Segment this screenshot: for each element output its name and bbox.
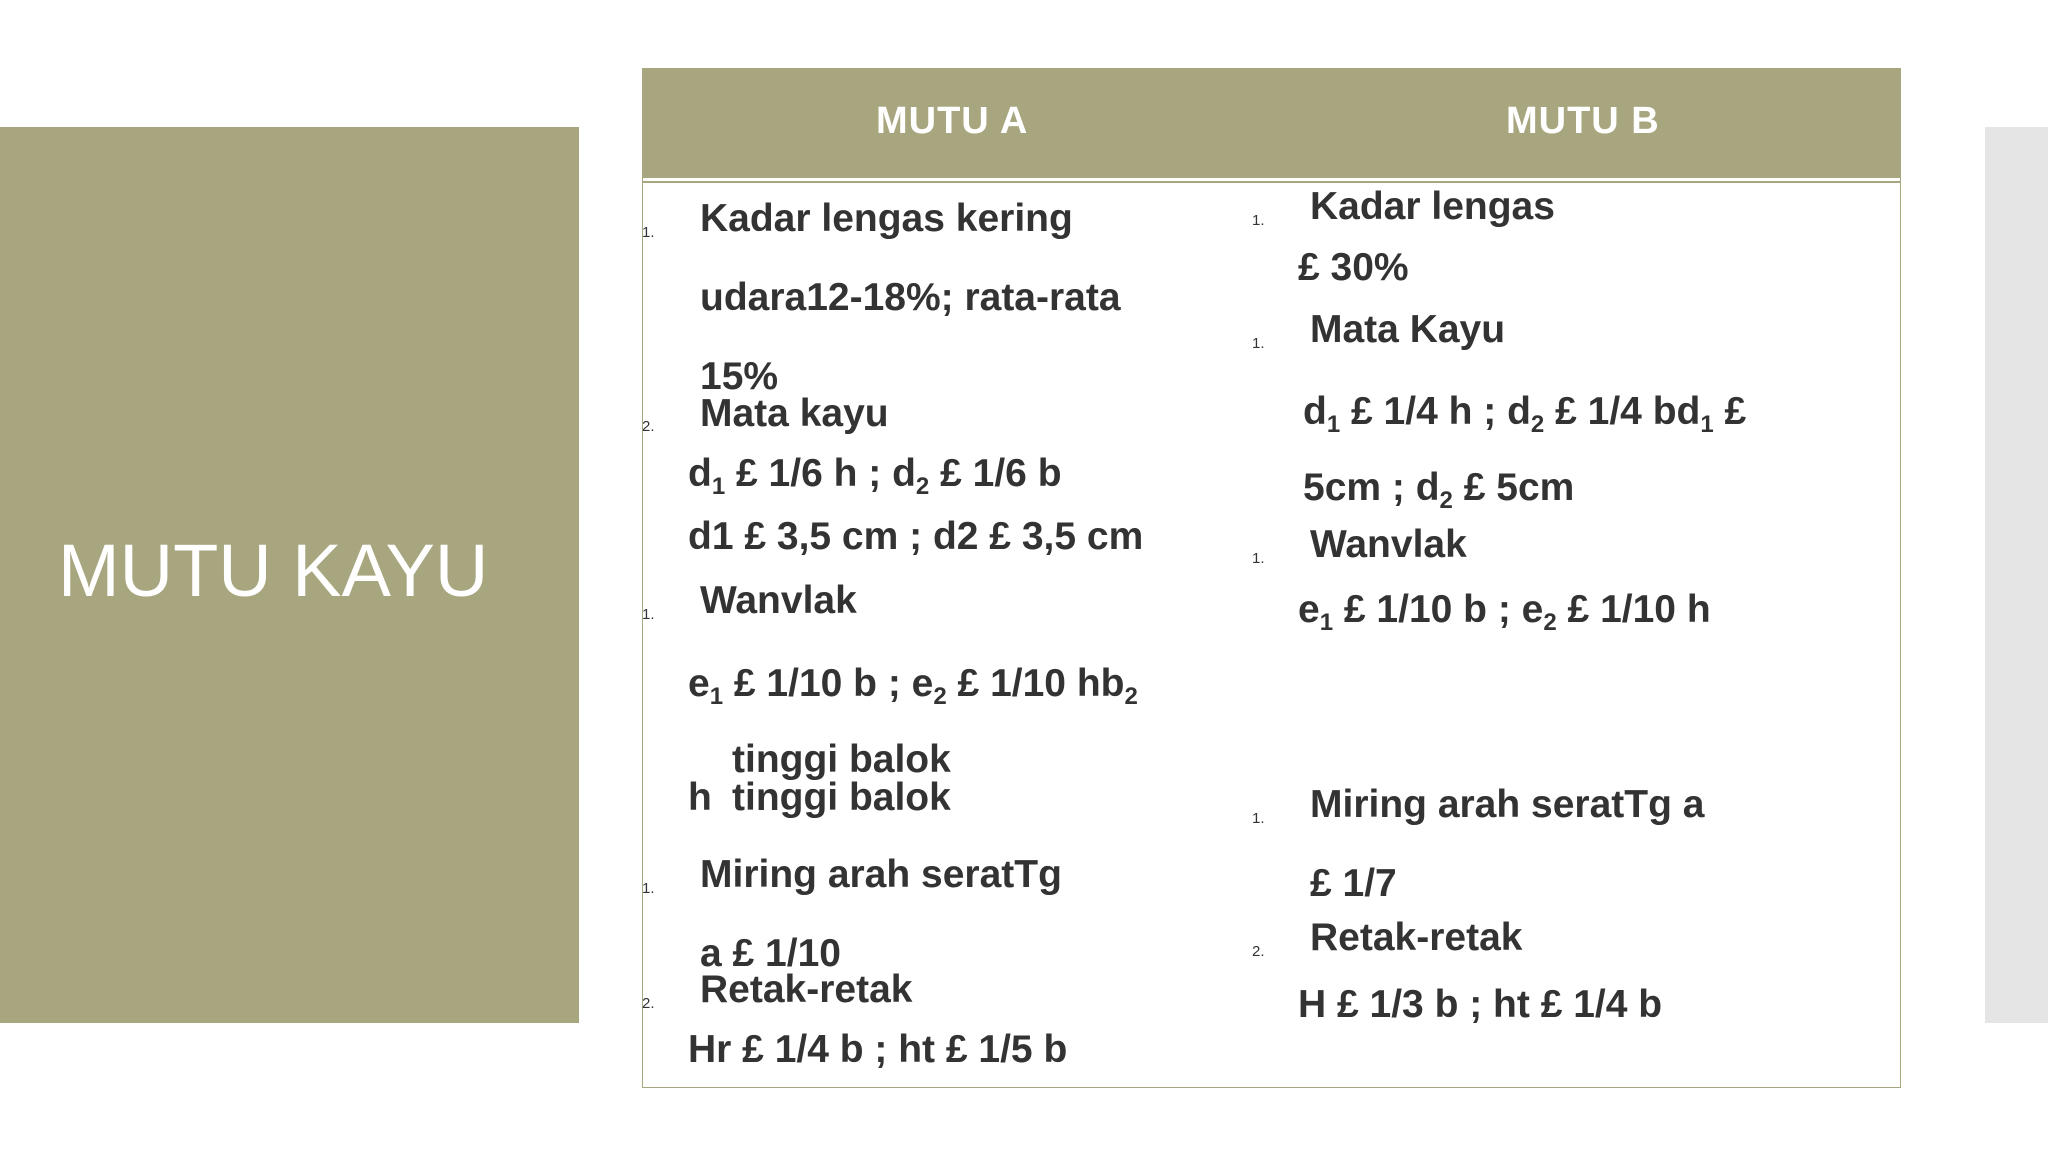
list-number: 1. xyxy=(642,880,655,897)
item-wane-note: tinggi balok xyxy=(732,738,951,781)
item-grain-value: a £ 1/10 xyxy=(700,932,841,975)
item-moisture-label: Kadar lengas xyxy=(1310,185,1555,228)
slide-title: MUTU KAYU xyxy=(58,529,489,612)
column-header-mutu-a: MUTU A xyxy=(876,100,1029,142)
item-wane-label: Wanvlak xyxy=(700,579,857,622)
item-wane-formula: $e_1$ £ 1/10 b ; $e_2$ £ 1/10 $hb_2$ xyxy=(688,662,1138,710)
item-moisture-value: udara12-18%; rata-rata xyxy=(700,276,1121,319)
side-accent-strip xyxy=(1985,127,2048,1023)
item-knot-limit: d1 £ 3,5 cm ; d2 £ 3,5 cm xyxy=(688,515,1144,558)
item-moisture-average: 15% xyxy=(700,355,779,398)
list-number: 2. xyxy=(642,418,655,435)
list-number: 1. xyxy=(642,224,655,241)
item-knot-formula: $d_1$ £ 1/6 h ; $d_2$ £ 1/6 b xyxy=(688,452,1062,500)
table-header xyxy=(642,68,1901,178)
item-grain-label: Miring arah seratTg xyxy=(700,853,1062,896)
item-wane-formula: $e_1$ £ 1/10 b ; $e_2$ £ 1/10 h xyxy=(1298,588,1711,636)
list-number: 1. xyxy=(642,606,655,623)
item-knot-formula: $d_1$ £ 1/4 h ; $d_2$ £ 1/4 $bd_1$ £ xyxy=(1303,390,1747,438)
item-knot-limit: 5cm ; $d_2$ £ 5cm xyxy=(1303,466,1575,514)
column-header-mutu-b: MUTU B xyxy=(1506,100,1660,142)
item-wane-h-note: tinggi balok xyxy=(732,776,951,819)
item-knot-label: Mata kayu xyxy=(700,392,889,435)
header-divider xyxy=(642,181,1901,183)
list-number: 2. xyxy=(642,995,655,1012)
item-grain-value: £ 1/7 xyxy=(1310,862,1397,905)
item-moisture-label: Kadar lengas kering xyxy=(700,197,1073,240)
list-number: 1. xyxy=(1252,335,1265,352)
list-number: 2. xyxy=(1252,943,1265,960)
item-crack-formula: H £ 1/3 b ; ht £ 1/4 b xyxy=(1298,983,1663,1026)
item-knot-label: Mata Kayu xyxy=(1310,308,1506,351)
item-wane-label: Wanvlak xyxy=(1310,523,1467,566)
item-crack-formula: Hr £ 1/4 b ; ht £ 1/5 b xyxy=(688,1028,1068,1071)
item-crack-label: Retak-retak xyxy=(1310,916,1523,959)
list-number: 1. xyxy=(1252,810,1265,827)
item-crack-label: Retak-retak xyxy=(700,968,913,1011)
item-wane-h: h xyxy=(688,776,712,819)
item-moisture-value: £ 30% xyxy=(1298,246,1409,289)
list-number: 1. xyxy=(1252,550,1265,567)
list-number: 1. xyxy=(1252,212,1265,229)
item-grain-label: Miring arah seratTg a xyxy=(1310,783,1705,826)
